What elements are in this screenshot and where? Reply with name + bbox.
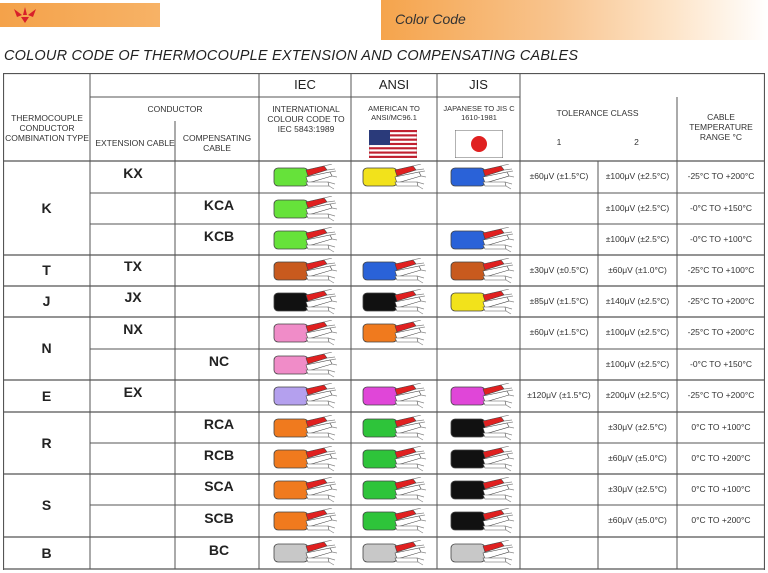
- iec-wire-icon-sca: [272, 477, 338, 503]
- iec-wire-icon-jx: [272, 289, 338, 315]
- ansi-wire-icon-sca: [361, 477, 427, 503]
- header-bar-left: [0, 3, 160, 27]
- temperature-range-kx: -25°C TO +200°C: [687, 171, 755, 182]
- tolerance-2-nc: ±100μV (±2.5°C): [605, 358, 670, 369]
- jis-wire-icon-sca: [449, 477, 515, 503]
- temperature-range-jx: -25°C TO +200°C: [687, 295, 755, 306]
- tolerance-1-kx: ±60μV (±1.5°C): [529, 171, 589, 182]
- header-ansi-desc: AMERICAN TO ANSI/MC96.1: [368, 104, 420, 122]
- temperature-range-ex: -25°C TO +200°C: [687, 390, 755, 401]
- tolerance-2-rcb: ±60μV (±5.0°C): [608, 452, 667, 463]
- iec-wire-icon-ex: [272, 383, 338, 409]
- compensating-cable-bc: BC: [208, 541, 230, 558]
- header-combination-type: THERMOCOUPLE CONDUCTOR COMBINATION TYPE: [5, 113, 89, 143]
- jis-wire-icon-scb: [449, 508, 515, 534]
- colour-code-table: [3, 73, 765, 570]
- ansi-wire-icon-nx: [361, 320, 427, 346]
- iec-wire-icon-nc: [272, 352, 338, 378]
- header-iec-desc: INTERNATIONAL COLOUR CODE TO IEC 5843:1989: [267, 104, 345, 134]
- type-label-n: N: [41, 340, 52, 357]
- header-extension-cable: EXTENSION CABLE: [95, 138, 175, 149]
- temperature-range-rca: 0°C TO +100°C: [691, 421, 751, 432]
- header-ansi: ANSI: [378, 76, 410, 92]
- header-tolerance-class: TOLERANCE CLASS: [556, 108, 639, 119]
- tolerance-2-nx: ±100μV (±2.5°C): [605, 327, 670, 338]
- tolerance-1-jx: ±85μV (±1.5°C): [529, 295, 589, 306]
- tolerance-1-ex: ±120μV (±1.5°C): [527, 390, 591, 401]
- iec-wire-icon-nx: [272, 320, 338, 346]
- ansi-wire-icon-jx: [361, 289, 427, 315]
- type-label-e: E: [41, 387, 52, 404]
- tolerance-2-tx: ±60μV (±1.0°C): [608, 264, 667, 275]
- temperature-range-kca: -0°C TO +150°C: [690, 202, 752, 213]
- jis-wire-icon-kx: [449, 164, 515, 190]
- iec-wire-icon-rcb: [272, 446, 338, 472]
- compensating-cable-rcb: RCB: [203, 447, 235, 464]
- temperature-range-nx: -25°C TO +200°C: [687, 327, 755, 338]
- header-jis-desc: JAPANESE TO JIS C 1610-1981: [443, 104, 515, 122]
- type-label-r: R: [41, 434, 52, 451]
- ansi-wire-icon-ex: [361, 383, 427, 409]
- extension-cable-tx: TX: [124, 258, 142, 275]
- jis-wire-icon-kcb: [449, 227, 515, 253]
- compensating-cable-rca: RCA: [203, 416, 235, 433]
- page-title: COLOUR CODE OF THERMOCOUPLE EXTENSION AND COMPENSATING CABLES: [4, 48, 579, 64]
- ansi-wire-icon-kx: [361, 164, 427, 190]
- header-banner: [381, 0, 768, 40]
- header-jis: JIS: [469, 76, 488, 92]
- temperature-range-nc: -0°C TO +150°C: [690, 358, 752, 369]
- ansi-wire-icon-tx: [361, 258, 427, 284]
- temperature-range-tx: -25°C TO +100°C: [687, 264, 755, 275]
- tolerance-2-rca: ±30μV (±2.5°C): [608, 421, 667, 432]
- temperature-range-kcb: -0°C TO +100°C: [690, 233, 752, 244]
- iec-wire-icon-scb: [272, 508, 338, 534]
- iec-wire-icon-kca: [272, 196, 338, 222]
- type-label-s: S: [41, 497, 52, 514]
- type-label-t: T: [42, 262, 51, 279]
- jis-wire-icon-bc: [449, 540, 515, 566]
- tolerance-1-nx: ±60μV (±1.5°C): [529, 327, 589, 338]
- tolerance-2-jx: ±140μV (±2.5°C): [605, 295, 670, 306]
- jis-wire-icon-rcb: [449, 446, 515, 472]
- iec-wire-icon-kcb: [272, 227, 338, 253]
- compensating-cable-kcb: KCB: [203, 228, 235, 245]
- extension-cable-ex: EX: [123, 383, 143, 400]
- iec-wire-icon-kx: [272, 164, 338, 190]
- compensating-cable-nc: NC: [208, 353, 230, 370]
- header-tolerance-1: 1: [556, 137, 562, 148]
- japan-flag-icon: [455, 130, 503, 158]
- jis-wire-icon-ex: [449, 383, 515, 409]
- temperature-range-scb: 0°C TO +200°C: [691, 515, 751, 526]
- iec-wire-icon-rca: [272, 415, 338, 441]
- tolerance-2-ex: ±200μV (±2.5°C): [605, 390, 670, 401]
- compensating-cable-kca: KCA: [203, 197, 235, 214]
- ansi-wire-icon-scb: [361, 508, 427, 534]
- ansi-wire-icon-bc: [361, 540, 427, 566]
- header-tolerance-2: 2: [634, 137, 639, 148]
- banner-label: Color Code: [395, 11, 466, 27]
- usa-flag-icon: [369, 130, 417, 158]
- tolerance-2-sca: ±30μV (±2.5°C): [608, 483, 667, 494]
- temperature-range-sca: 0°C TO +100°C: [691, 483, 751, 494]
- header-conductor: CONDUCTOR: [147, 104, 203, 115]
- jis-wire-icon-tx: [449, 258, 515, 284]
- ansi-wire-icon-rcb: [361, 446, 427, 472]
- ansi-wire-icon-rca: [361, 415, 427, 441]
- iec-wire-icon-tx: [272, 258, 338, 284]
- company-logo-icon: [12, 5, 38, 25]
- iec-wire-icon-bc: [272, 540, 338, 566]
- extension-cable-jx: JX: [124, 289, 142, 306]
- tolerance-2-kx: ±100μV (±2.5°C): [605, 171, 670, 182]
- tolerance-1-tx: ±30μV (±0.5°C): [529, 264, 589, 275]
- extension-cable-nx: NX: [123, 320, 143, 337]
- header-compensating-cable: COMPENSATING CABLE: [182, 133, 252, 153]
- type-label-b: B: [41, 544, 52, 561]
- tolerance-2-kca: ±100μV (±2.5°C): [605, 202, 670, 213]
- tolerance-2-kcb: ±100μV (±2.5°C): [605, 233, 670, 244]
- type-label-k: K: [41, 199, 52, 216]
- jis-wire-icon-jx: [449, 289, 515, 315]
- compensating-cable-scb: SCB: [204, 509, 234, 526]
- temperature-range-rcb: 0°C TO +200°C: [691, 452, 751, 463]
- tolerance-2-scb: ±60μV (±5.0°C): [608, 515, 667, 526]
- extension-cable-kx: KX: [123, 164, 143, 181]
- header-temperature-range: CABLE TEMPERATURE RANGE °C: [689, 112, 753, 142]
- type-label-j: J: [42, 293, 51, 310]
- compensating-cable-sca: SCA: [204, 478, 234, 495]
- jis-wire-icon-rca: [449, 415, 515, 441]
- header-iec: IEC: [294, 76, 316, 92]
